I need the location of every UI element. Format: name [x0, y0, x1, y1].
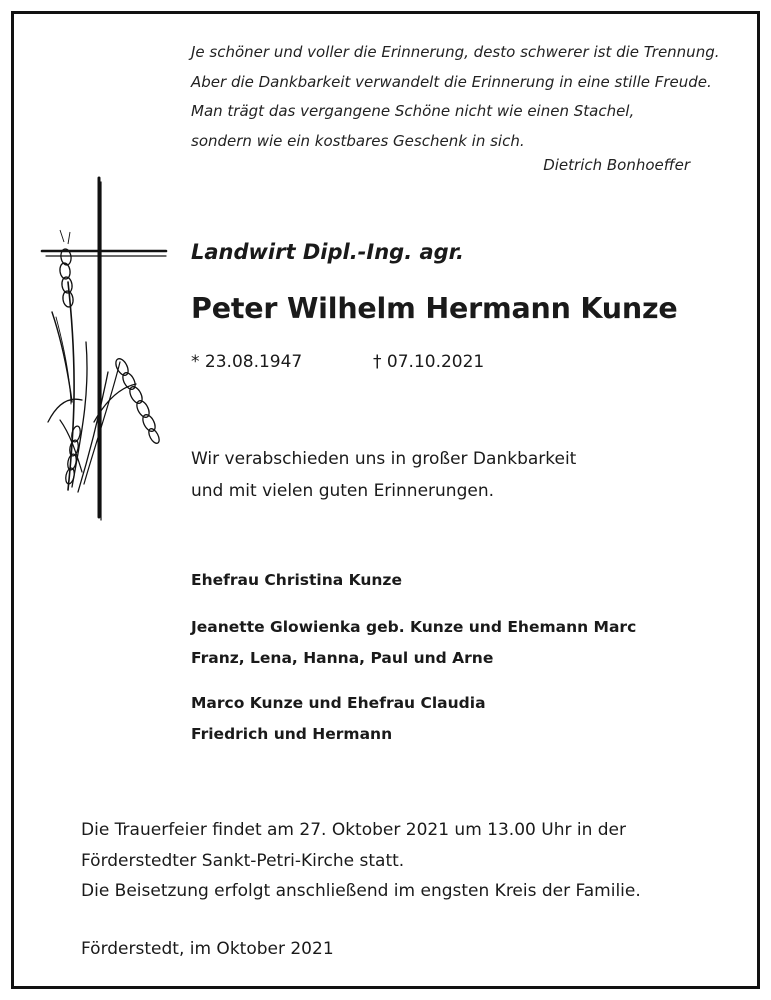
place-date: Förderstedt, im Oktober 2021	[81, 939, 334, 959]
mourner-son: Marco Kunze und Ehefrau Claudia	[191, 694, 486, 712]
mourner-daughter: Jeanette Glowienka geb. Kunze und Ehemann Marc	[191, 618, 637, 636]
farewell-text	[191, 443, 576, 507]
notice-line: Förderstedter Sankt-Petri-Kirche statt.	[81, 850, 405, 871]
bonhoeffer-quote	[191, 38, 721, 156]
mourner-grandchildren: Franz, Lena, Hanna, Paul und Arne	[191, 649, 494, 667]
farewell-line: Wir verabschieden uns in großer Dankbarkeit	[191, 449, 577, 469]
notice-line: Die Beisetzung erfolgt anschließend im engsten Kreis der Familie.	[81, 881, 641, 901]
deceased-name: Peter Wilhelm Hermann Kunze	[191, 292, 678, 325]
mourner-grandchildren: Friedrich und Hermann	[191, 725, 393, 743]
quote-line: sondern wie ein kostbares Geschenk in sich.	[191, 131, 525, 150]
mourner-spouse: Ehefrau Christina Kunze	[191, 571, 402, 589]
quote-line: Aber die Dankbarkeit verwandelt die Erinnerung in eine stille Freude.	[191, 72, 712, 91]
birth-date: * 23.08.1947	[191, 352, 303, 372]
quote-line: Man trägt das vergangene Schöne nicht wie einen Stachel,	[191, 102, 635, 120]
notice-line: Die Trauerfeier findet am 27. Oktober 2021 um 13.00 Uhr in der	[81, 820, 626, 840]
death-date: † 07.10.2021	[373, 352, 485, 372]
quote-author: Dietrich Bonhoeffer	[543, 156, 690, 174]
profession-title: Landwirt Dipl.-Ing. agr.	[191, 240, 465, 264]
funeral-notice	[81, 815, 641, 907]
cross-with-wheat-icon	[38, 172, 170, 524]
farewell-line: und mit vielen guten Erinnerungen.	[191, 481, 494, 501]
quote-line: Je schöner und voller die Erinnerung, desto schwerer ist die Trennung.	[191, 43, 720, 61]
